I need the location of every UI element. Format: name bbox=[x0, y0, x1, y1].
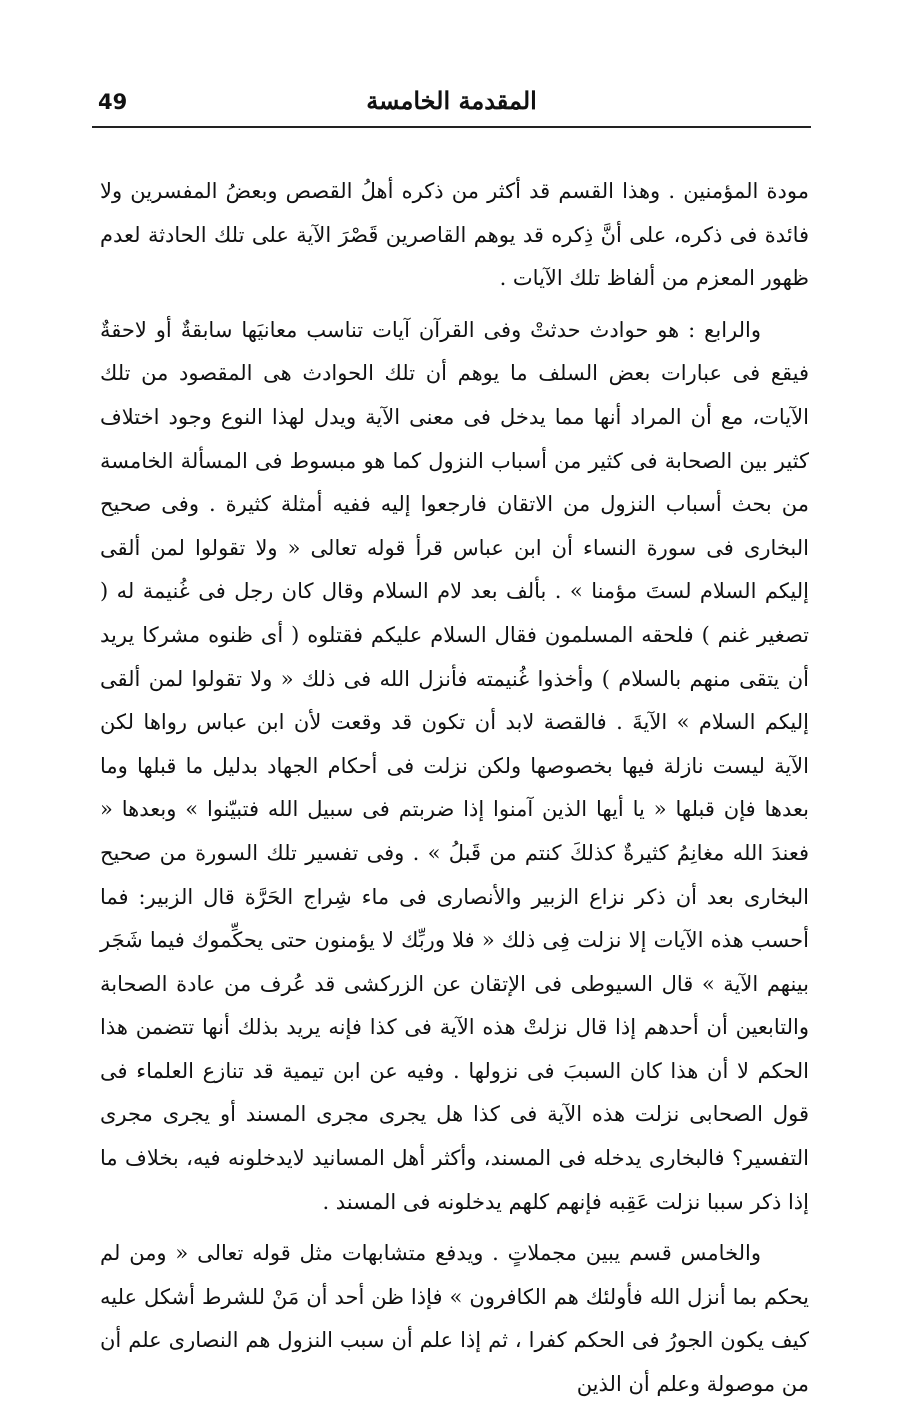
running-title: المقدمة الخامسة bbox=[366, 86, 537, 115]
paragraph-2: والرابع : هو حوادث حدثتْ وفى القرآن آيات تناسب معانيَها سابقةٌ أو لاحقةٌ فيقع فى عبارات بعض السلف ما يوهم أن تلك الحوادث هى المقصود من تلك الآيات، مع أن المراد أنها مما يدخل فى معنى الآية ويدل لهذا النوع وجود اختلاف كثير بين الصحابة فى كثير من أسباب النزول كما هو مبسوط فى المسألة الخامسة من بحث أسباب النزول من الاتقان فارجعوا إليه ففيه أمثلة كثيرة . وفى صحيح البخارى فى سورة النساء أن ابن عباس قرأ قوله تعالى « ولا تقولوا لمن ألقى إليكم السلام لستَ مؤمنا » . بألف بعد لام السلام وقال كان رجل فى غُنيمة له ( تصغير غنم ) فلحقه المسلمون فقال السلام عليكم فقتلوه ( أى ظنوه مشركا يريد أن يتقى منهم بالسلام ) وأخذوا غُنيمته فأنزل الله فى ذلك « ولا تقولوا لمن ألقى إليكم السلام » الآيةَ . فالقصة لابد أن تكون قد وقعت لأن ابن عباس رواها لكن الآية ليست نازلة فيها بخصوصها ولكن نزلت فى أحكام الجهاد بدليل ما قبلها وما بعدها فإن قبلها « يا أيها الذين آمنوا إذا ضربتم فى سبيل الله فتبيّنوا » وبعدها « فعندَ الله مغانِمُ كثيرةٌ كذلكَ كنتم من قَبلُ » . وفى تفسير تلك السورة من صحيح البخارى بعد أن ذكر نزاع الزبير والأنصارى فى ماء شِراج الحَرَّة قال الزبير: فما أحسب هذه الآيات إلا نزلت فِى ذلك « فلا وربِّك لا يؤمنون حتى يحكِّموك فيما شَجَر بينهم الآية » قال السيوطى فى الإتقان عن الزركشى قد عُرف من عادة الصحابة والتابعين أن أحدهم إذا قال نزلتْ هذه الآية فى كذا فإنه يريد بذلك أنها تتضمن هذا الحكم لا أن هذا كان السببَ فى نزولها . وفيه عن ابن تيمية قد تنازع العلماء فى قول الصحابى نزلت هذه الآية فى كذا هل يجرى مجرى المسند أو يجرى مجرى التفسير؟ فالبخارى يدخله فى المسند، وأكثر أهل المسانيد لايدخلونه فيه، بخلاف ما إذا ذكر سببا نزلت عَقِبه فإنهم كلهم يدخلونه فى المسند . bbox=[100, 317, 809, 1214]
page-number: 49 bbox=[98, 90, 128, 114]
page-header bbox=[92, 82, 811, 128]
paragraph-3: والخامس قسم يبين مجملاتٍ . ويدفع متشابهات مثل قوله تعالى « ومن لم يحكم بما أنزل الله فأولئك هم الكافرون » فإذا ظن أحد أن مَنْ للشرط أشكل عليه كيف يكون الجورُ فى الحكم كفرا ، ثم إذا علم أن سبب النزول هم النصارى علم أن من موصولة وعلم أن الذين bbox=[100, 1241, 809, 1397]
paragraph-1: مودة المؤمنين . وهذا القسم قد أكثر من ذكره أهلُ القصص وبعضُ المفسرين ولا فائدة فى ذكره، على أنَّ ذِكره قد يوهم القاصرين قَصْرَ الآية على تلك الحادثة لعدم ظهور المعزم من ألفاظ تلك الآيات . bbox=[100, 179, 809, 291]
body-text bbox=[100, 170, 809, 1407]
